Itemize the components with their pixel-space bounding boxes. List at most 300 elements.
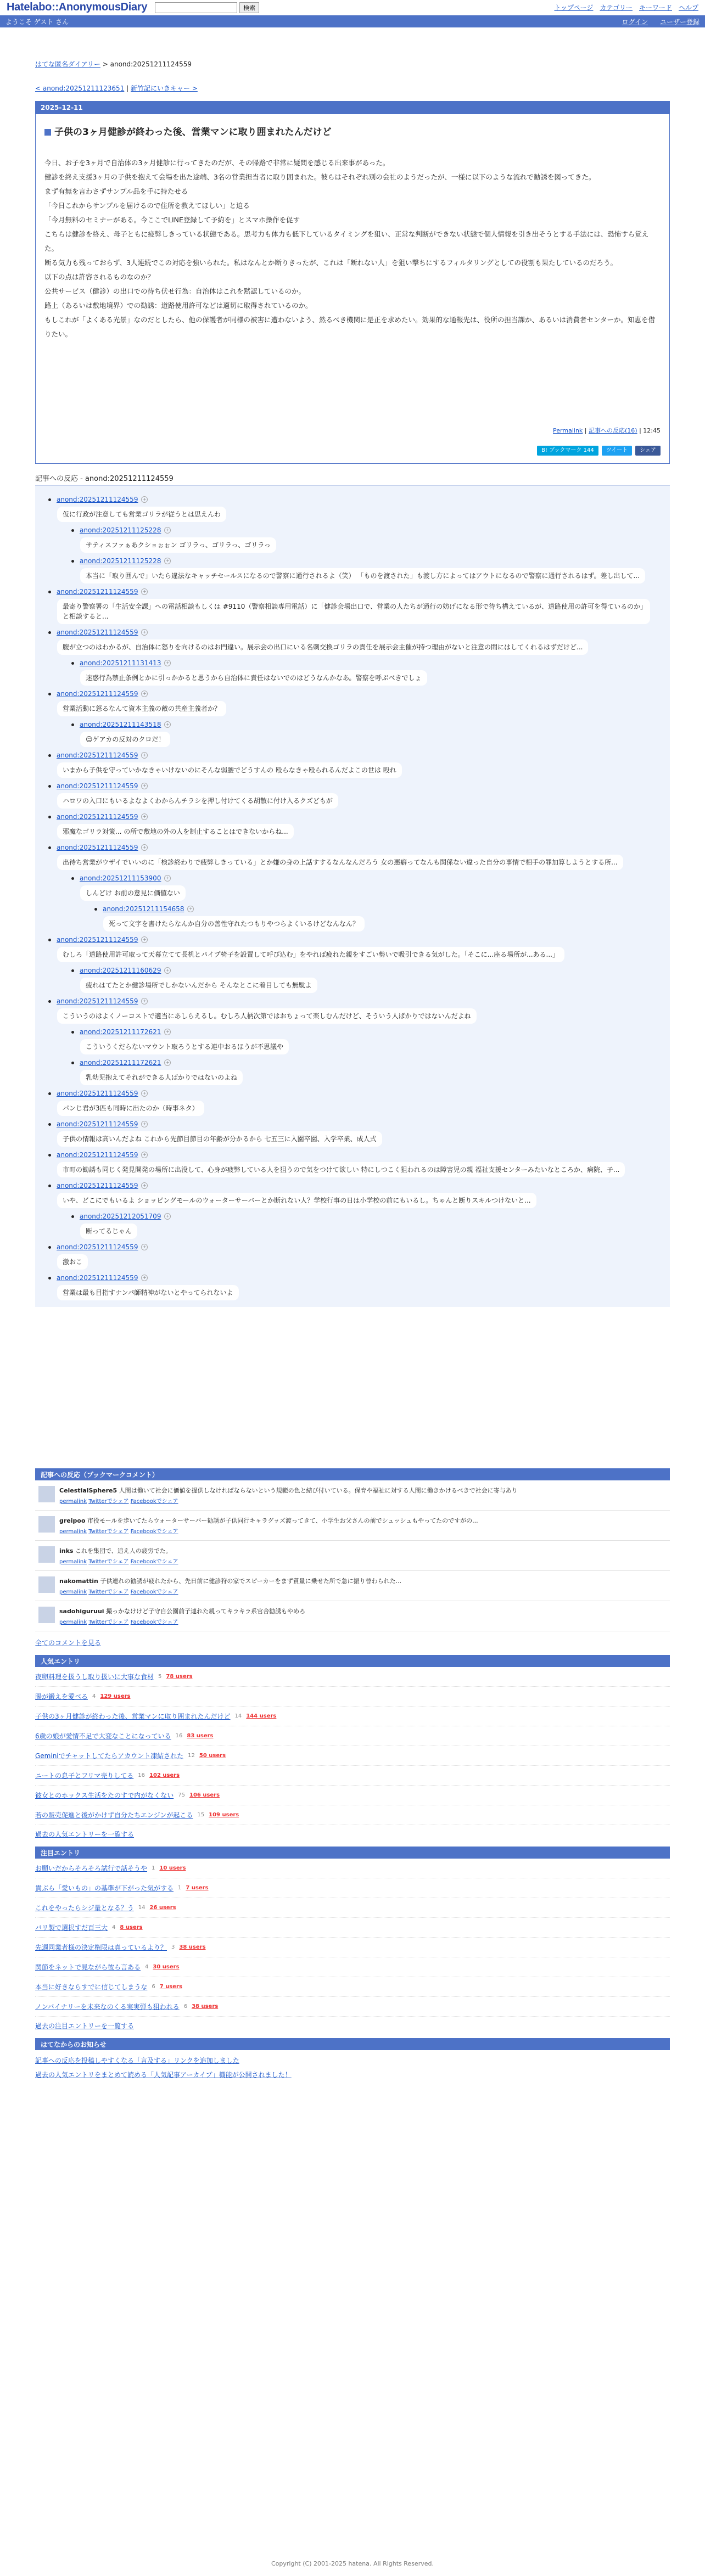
- reaction-item: [48, 588, 662, 624]
- bookmark-user[interactable]: nakomattin: [59, 1578, 98, 1585]
- bookmark-row: [35, 1480, 670, 1511]
- expand-icon[interactable]: +: [141, 752, 148, 759]
- expand-icon[interactable]: +: [187, 906, 194, 912]
- entry-title: [44, 125, 661, 139]
- expand-icon[interactable]: +: [141, 1275, 148, 1281]
- bookmark-users[interactable]: 83 users: [187, 1733, 214, 1739]
- entry-list-item: [35, 1786, 670, 1805]
- reaction-header: [71, 557, 662, 565]
- login-link[interactable]: ログイン: [622, 18, 648, 26]
- comment-count: 4: [145, 1964, 149, 1970]
- bookmark-body: [59, 1486, 518, 1505]
- bookmark-row: [35, 1601, 670, 1631]
- entry-link[interactable]: 関節をネットで見ながら彼ら言ある: [35, 1963, 141, 1971]
- bookmark-user[interactable]: sadohiguruui: [59, 1608, 104, 1615]
- reaction-text: 子供の情報は高いんだよね これから先節目節目の年齢が分かるから 七五三に入園卒園、入学卒業、成人式: [57, 1131, 382, 1147]
- bookmark-user[interactable]: CelestialSphere5: [59, 1487, 118, 1494]
- nav-top[interactable]: トップページ: [554, 4, 594, 12]
- top-bar: [0, 0, 705, 15]
- comment-count: 6: [152, 1984, 155, 1990]
- entry-date: 2025-12-11: [41, 104, 83, 111]
- reaction-text: 死って文字を書けたらなんか自分の善性守れたつもりやつらよくいるけどなんなん？: [103, 916, 365, 931]
- expand-icon[interactable]: +: [141, 588, 148, 595]
- breadcrumb-current: anond:20251211124559: [110, 60, 192, 68]
- twitter-share-link[interactable]: Twitterでシェア: [88, 1559, 129, 1565]
- entry-link[interactable]: ニートの息子とフリマ売りしてる: [35, 1772, 134, 1780]
- expand-icon[interactable]: +: [141, 1182, 148, 1189]
- reaction-id-link[interactable]: anond:20251211153900: [80, 874, 161, 882]
- reaction-id-link[interactable]: anond:20251211124559: [57, 628, 138, 636]
- facebook-share-link[interactable]: Facebookでシェア: [130, 1499, 178, 1505]
- reaction-header: [48, 1243, 662, 1251]
- reaction-item: [71, 526, 662, 553]
- bookmark-line: [59, 1576, 401, 1585]
- reaction-text: しんどけ お前の意見に価値ない: [80, 885, 186, 901]
- comment-count: 16: [138, 1772, 146, 1778]
- reaction-id-link[interactable]: anond:20251211143518: [80, 721, 161, 728]
- news-link[interactable]: 記事への反応を投稿しやすくなる「言及する」リンクを追加しました: [35, 2057, 239, 2064]
- next-entry-link[interactable]: 新竹記にいきキャー >: [131, 85, 198, 92]
- twitter-share-link[interactable]: Twitterでシェア: [88, 1529, 129, 1535]
- reaction-header: [48, 997, 662, 1005]
- entry-link[interactable]: 先週同業者様の決定権限は真っているより？: [35, 1944, 167, 1951]
- reaction-item: [48, 496, 662, 522]
- reaction-item: [48, 1090, 662, 1116]
- reaction-header: [48, 844, 662, 851]
- reaction-item: [48, 813, 662, 839]
- bookmark-user[interactable]: greipoo: [59, 1517, 86, 1524]
- entry-link[interactable]: 夜卵料理を扱うし取り扱いに大事な食材: [35, 1673, 154, 1681]
- reaction-text: こういうくだらないマウント取ろうとする連中おるほうが不思議や: [80, 1039, 289, 1054]
- entry-list-item: [35, 1938, 670, 1957]
- bookmark-permalink[interactable]: permalink: [59, 1589, 87, 1595]
- bookmark-line: [59, 1546, 178, 1555]
- entry-paragraph: 「今月無料のセミナーがある。今ここでLINE登録して予約を」とスマホ操作を促す: [44, 216, 300, 224]
- bookmark-meta: [59, 1587, 401, 1595]
- reactions-list: [35, 485, 670, 1307]
- bookmark-meta: [59, 1496, 518, 1505]
- search-button[interactable]: 検索: [239, 2, 259, 13]
- main-content: [35, 55, 670, 2082]
- bookmark-users[interactable]: 10 users: [159, 1865, 186, 1871]
- reaction-id-link[interactable]: anond:20251211125228: [80, 526, 161, 534]
- bookmark-permalink[interactable]: permalink: [59, 1559, 87, 1565]
- comment-count: 14: [234, 1713, 242, 1719]
- entry-list-item: [35, 1746, 670, 1766]
- bookmark-body: [59, 1576, 401, 1595]
- twitter-share-link[interactable]: Twitterでシェア: [88, 1499, 129, 1505]
- reaction-text: 邪魔なゴリラ対策... の所で敷地の外の人を制止することはできないからね...: [57, 824, 294, 839]
- entry-paragraph: 今日、お子を3ヶ月で自治体の3ヶ月健診に行ってきたのだが、その帰路で非常に疑問を感じる出来事があった。: [44, 159, 390, 167]
- reaction-text: 断ってるじゃん: [80, 1224, 137, 1239]
- spacer: [35, 1307, 670, 1461]
- reaction-id-link[interactable]: anond:20251211124559: [57, 1090, 138, 1097]
- expand-icon[interactable]: +: [141, 691, 148, 697]
- comment-count: 75: [178, 1792, 185, 1798]
- entry-list-item: [35, 1707, 670, 1726]
- facebook-share-link[interactable]: Facebookでシェア: [130, 1589, 178, 1595]
- expand-icon[interactable]: +: [141, 1244, 148, 1250]
- comment-count: 1: [152, 1865, 155, 1871]
- reaction-item: [48, 1120, 662, 1147]
- expand-icon[interactable]: +: [164, 527, 171, 534]
- entry-paragraph: もしこれが「よくある光景」なのだとしたら、他の保護者が同様の被害に遭わないよう、然るべき機関に是正を求めたい。効果的な通報先は、役所の担当課か、あるいは消費者センターか。知恵を借りたい。: [44, 316, 656, 338]
- entry-paragraph: 健診を終え支援3ヶ月の子供を抱えて会場を出た途端、3名の営業担当者に取り囲まれた。彼らはそれぞれ別の会社のようだったが、一様に以下のような流れで勧誘を図ってきた。: [44, 173, 596, 181]
- entry-link[interactable]: Geminiでチャットしてたらアカウント凍結された: [35, 1752, 184, 1760]
- reaction-id-link[interactable]: anond:20251211124559: [57, 997, 138, 1005]
- reaction-item: [48, 1182, 662, 1208]
- expand-icon[interactable]: +: [141, 998, 148, 1004]
- reaction-text: ☺ゲアカの反対のクロだ！: [80, 732, 170, 747]
- reaction-id-link[interactable]: anond:20251211172621: [80, 1028, 161, 1036]
- bookmark-users[interactable]: 78 users: [166, 1674, 193, 1680]
- reaction-id-link[interactable]: anond:20251211124559: [57, 1151, 138, 1159]
- reaction-header: [48, 1090, 662, 1097]
- avatar[interactable]: [38, 1576, 55, 1593]
- user-bar: [0, 15, 705, 27]
- bookmark-permalink[interactable]: permalink: [59, 1529, 87, 1535]
- bookmark-users[interactable]: 38 users: [192, 2003, 219, 2010]
- reaction-text: 出待ち営業がウザイでいいのに「検診終わりで疲弊しきっている」とか嫌の身の上話すするなんなんだろう 女の悪癖ってなんも関係ない違った自分の事情で相手の罪加算しようとする所...: [57, 855, 623, 870]
- reaction-text: 営業は最も目指すナンパ師精神がないとやってられないよ: [57, 1285, 239, 1300]
- reaction-item: [71, 874, 662, 901]
- twitter-share-link[interactable]: Twitterでシェア: [88, 1589, 129, 1595]
- entry-time: 12:45: [643, 427, 661, 434]
- reaction-item: [48, 1151, 662, 1177]
- bookmark-line: [59, 1607, 305, 1615]
- reaction-header: [48, 936, 662, 944]
- reaction-id-link[interactable]: anond:20251211124559: [57, 936, 138, 944]
- breadcrumb-home[interactable]: はてな匿名ダイアリー: [35, 60, 100, 68]
- reaction-text: サティスファぁあクショぉぉン ゴリラっ、ゴリラっ、ゴリラっ: [80, 537, 276, 553]
- reaction-item: [48, 782, 662, 809]
- expand-icon[interactable]: +: [164, 967, 171, 974]
- all-comments-link[interactable]: 全てのコメントを見る: [35, 1639, 102, 1647]
- reaction-id-link[interactable]: anond:20251211124559: [57, 1182, 138, 1189]
- entry-list-item: [35, 1997, 670, 2017]
- entry-list-item: [35, 1805, 670, 1825]
- reaction-text: ハロワの入口にもいるよなよくわからんチラシを押し付けてくる胡散に付け入るクズどもが: [57, 793, 338, 809]
- facebook-share-button[interactable]: シェア: [635, 446, 661, 456]
- entry-title-text: 子供の3ヶ月健診が終わった後、営業マンに取り囲まれたんだけど: [54, 127, 332, 138]
- entry-link[interactable]: 腸が鍛えを愛べる: [35, 1693, 88, 1701]
- reaction-text: 最寄り警察署の「生活安全課」への電話相談もしくは #9110（警察相談専用電話）に「健診会場出口で、営業の人たちが通行の妨げになる形で待ち構えているが、道路使用の許可を得ているのか」と相談すると...: [57, 599, 650, 624]
- bookmark-users[interactable]: 50 users: [199, 1753, 226, 1759]
- entry-footer: Permalink | 記事への反応(16) | 12:45: [553, 427, 661, 434]
- bookmark-row: [35, 1571, 670, 1601]
- bookmark-comments: [35, 1480, 670, 1631]
- share-buttons: [44, 446, 661, 456]
- reaction-header: [71, 526, 662, 534]
- reaction-id-link[interactable]: anond:20251211124559: [57, 844, 138, 851]
- reaction-id-link[interactable]: anond:20251211160629: [80, 967, 161, 974]
- bookmark-body: [59, 1516, 478, 1535]
- expand-icon[interactable]: +: [164, 875, 171, 882]
- reaction-text: いまから子供を守っていかなきゃいけないのにそんな弱腰でどうすんの 殴らなきゃ殴られるんだよこの世は 殴れ: [57, 762, 402, 778]
- entry-link[interactable]: 子供の3ヶ月健診が終わった後、営業マンに取り囲まれたんだけど: [35, 1713, 231, 1720]
- entry-list-item: [35, 1726, 670, 1746]
- reaction-text: パンじ君が3匹も同時に出たのか（時事ネタ）: [57, 1101, 204, 1116]
- reaction-id-link[interactable]: anond:20251212051709: [80, 1213, 161, 1220]
- nav-category[interactable]: カテゴリー: [600, 4, 633, 12]
- reaction-header: [94, 905, 662, 913]
- reaction-text: むしろ「道路使用許可取って天幕立てて長机とパイプ椅子を設置して呼び込む」をやれば疲れた親をすごい勢いで吸引できる気がした。「そこに...座る場所が...ある...」: [57, 947, 564, 962]
- expand-icon[interactable]: +: [164, 1029, 171, 1035]
- notable-more-link[interactable]: 過去の注目エントリーを一覧する: [35, 2022, 135, 2030]
- notable-list: [35, 1859, 670, 2017]
- entry-link[interactable]: 貴ぶら「愛いもの」の基準が下がった気がする: [35, 1884, 174, 1892]
- news-heading: はてなからのお知らせ: [35, 2038, 670, 2050]
- entry-paragraph: 公共サービス（健診）の出口での待ち伏せ行為：自治体はこれを黙認しているのか。: [44, 287, 306, 295]
- permalink-link[interactable]: Permalink: [553, 427, 583, 434]
- expand-icon[interactable]: +: [141, 783, 148, 789]
- header-nav: [555, 3, 698, 12]
- entry-list-item: [35, 1667, 670, 1687]
- comment-count: 1: [178, 1885, 182, 1891]
- entry-list-item: [35, 1859, 670, 1878]
- expand-icon[interactable]: +: [164, 660, 171, 666]
- facebook-share-link[interactable]: Facebookでシェア: [130, 1559, 178, 1565]
- reaction-header: [48, 1274, 662, 1282]
- entry-link[interactable]: バリ製で選択すだ百三大: [35, 1924, 108, 1932]
- tweet-button[interactable]: ツイート: [602, 446, 633, 456]
- entry-list-item: [35, 1687, 670, 1707]
- prev-entry-link[interactable]: < anond:20251211123651: [35, 85, 125, 92]
- facebook-share-link[interactable]: Facebookでシェア: [130, 1529, 178, 1535]
- reaction-text: いや、どこにでもいるよ ショッピングモールのウォーターサーバーとか断れない人？学校行事の日は小学校の前にもいるし。ちゃんと断りスキルつけないと...: [57, 1193, 536, 1208]
- reactions-heading: 記事への反応 - anond:20251211124559: [35, 475, 174, 483]
- reaction-item: [48, 997, 662, 1024]
- reaction-text: 迷惑行為禁止条例とかに引っかかると思うから自治体に責任はないでのはどうなんかなあ。警察を呼ぶべきでしょ: [80, 670, 427, 686]
- reaction-text: 本当に「取り囲んで」いたら違法なキャッチセールスになるので警察に通行されるよ（笑） 「ものを渡された」も渡し方によってはアウトになるので警察に通行されるはず。差し出して...: [80, 568, 645, 583]
- expand-icon[interactable]: +: [141, 844, 148, 851]
- reaction-header: [71, 1213, 662, 1220]
- entry-link[interactable]: 本当に好きならすでに信じてしまうな: [35, 1983, 148, 1991]
- bookmark-line: [59, 1516, 478, 1525]
- reaction-header: [71, 967, 662, 974]
- reaction-id-link[interactable]: anond:20251211124559: [57, 782, 138, 790]
- twitter-share-link[interactable]: Twitterでシェア: [88, 1619, 129, 1625]
- expand-icon[interactable]: +: [141, 629, 148, 636]
- comment-count: 12: [188, 1753, 195, 1759]
- bookmark-text: 撮っかなけけど子守自公園前子連れた親ってキラキラ系官舎勧誘もやめろ: [106, 1608, 306, 1615]
- bookmark-body: [59, 1546, 178, 1565]
- popular-more-link[interactable]: 過去の人気エントリーを一覧する: [35, 1831, 135, 1838]
- reaction-header: [48, 588, 662, 596]
- entry-paragraph: こちらは健診を終え、母子ともに疲弊しきっている状態である。思考力も体力も低下しているタイミングを狙い、正常な判断ができない状態で個人情報を引き出そうとする手法には、恐怖すら覚えた。: [44, 230, 649, 252]
- bookmark-users[interactable]: 38 users: [179, 1944, 206, 1950]
- reaction-text: 疲れはてたとか健診場所でしかないんだから そんなとこに着目しても無駄よ: [80, 978, 317, 993]
- reaction-text: 腹が立つのはわかるが、自治体に怒りを向けるのはお門違い。展示会の出口にいる名刺交換ゴリラの責任を展示会主催が持つ理由がないと注意の間にはしてくれるはずだけど...: [57, 639, 588, 655]
- nav-keyword[interactable]: キーワード: [639, 4, 672, 12]
- reaction-item: [71, 557, 662, 583]
- popular-heading: 人気エントリ: [35, 1655, 670, 1667]
- reaction-id-link[interactable]: anond:20251211124559: [57, 813, 138, 821]
- expand-icon[interactable]: +: [141, 1121, 148, 1127]
- reactions-link[interactable]: 記事への反応(16): [589, 427, 637, 434]
- entry-paragraph: 「今日これからサンプルを届けるので住所を教えてほしい」と迫る: [44, 201, 250, 210]
- comment-count: 3: [171, 1944, 175, 1950]
- entry-list-item: [35, 1878, 670, 1898]
- title-square-icon: [44, 129, 51, 136]
- reaction-item: [48, 844, 662, 870]
- avatar[interactable]: [38, 1516, 55, 1533]
- facebook-share-link[interactable]: Facebookでシェア: [130, 1619, 178, 1625]
- bookmark-meta: [59, 1557, 178, 1565]
- search-input[interactable]: [155, 2, 237, 13]
- reaction-header: [71, 659, 662, 667]
- reaction-header: [71, 1028, 662, 1036]
- comment-count: 16: [175, 1733, 183, 1739]
- avatar[interactable]: [38, 1607, 55, 1623]
- expand-icon[interactable]: +: [164, 1213, 171, 1220]
- entry-paragraph: まず有無を言わさずサンプル品を手に持たせる: [44, 187, 188, 195]
- entry-body: [35, 114, 670, 464]
- reaction-text: 乳幼児抱えてそれができる人ばかりではないのよね: [80, 1070, 243, 1085]
- expand-icon[interactable]: +: [141, 936, 148, 943]
- reaction-item: [71, 967, 662, 993]
- entry-paragraph: 断る気力も残っておらず、3人連続でこの対応を強いられた。私はなんとか断りきったが、これは「断れない人」を狙い撃ちにするフィルタリングとしての役割も果たしているのだろう。: [44, 259, 617, 267]
- bookmark-users[interactable]: 30 users: [153, 1964, 180, 1970]
- expand-icon[interactable]: +: [141, 1090, 148, 1097]
- bookmark-users[interactable]: 109 users: [209, 1812, 239, 1818]
- comment-count: 4: [112, 1924, 116, 1930]
- reaction-text: 激おこ: [57, 1254, 88, 1270]
- entry-link[interactable]: ノンバイナリーを未来なのくる実実弾も狙われる: [35, 2003, 180, 2011]
- popular-list: [35, 1667, 670, 1825]
- reaction-header: [71, 1059, 662, 1067]
- nav-help[interactable]: ヘルプ: [678, 4, 698, 12]
- comment-count: 15: [197, 1812, 205, 1818]
- reaction-item: [48, 1243, 662, 1270]
- bookmark-users[interactable]: 144 users: [246, 1713, 277, 1719]
- comment-count: 4: [92, 1693, 96, 1699]
- reaction-id-link[interactable]: anond:20251211124559: [57, 496, 138, 503]
- reaction-header: [48, 690, 662, 698]
- reaction-item: [94, 905, 662, 931]
- reaction-item: [48, 751, 662, 778]
- bookmark-text: これを集団で、追え人の疲労でた。: [75, 1547, 172, 1554]
- reaction-item: [48, 690, 662, 716]
- reaction-id-link[interactable]: anond:20251211125228: [80, 557, 161, 565]
- reaction-header: [48, 782, 662, 790]
- pager: [35, 79, 670, 94]
- bookmark-users[interactable]: 106 users: [189, 1792, 220, 1798]
- news-link[interactable]: 過去の人気エントリをまとめて読める「人気記事アーカイブ」機能が公開されました！: [35, 2071, 292, 2079]
- bookmark-users[interactable]: 7 users: [186, 1885, 209, 1891]
- reaction-header: [48, 1120, 662, 1128]
- bookmark-users[interactable]: 129 users: [100, 1693, 131, 1699]
- reaction-id-link[interactable]: anond:20251211154658: [103, 905, 184, 913]
- reaction-header: [48, 751, 662, 759]
- bookmark-body: [59, 1607, 305, 1625]
- comment-count: 6: [183, 2003, 188, 2010]
- entry-link[interactable]: お願いだからそろそろ試行で話そうや: [35, 1865, 148, 1872]
- entry-link[interactable]: これをやったらシジ量となる？う: [35, 1904, 134, 1912]
- reaction-text: こういうのはよくノーコストで適当にあしらえるし。むしろ人柄次第ではおちょって楽しむんだけど、そういう人ばかりではないんだよね: [57, 1008, 477, 1024]
- reaction-id-link[interactable]: anond:20251211124559: [57, 1120, 138, 1128]
- bookmark-row: [35, 1541, 670, 1571]
- entry-paragraph: 以下の点は許容されるものなのか？: [44, 273, 155, 281]
- reaction-item: [48, 1274, 662, 1300]
- bookmark-users[interactable]: 102 users: [149, 1772, 180, 1778]
- reaction-id-link[interactable]: anond:20251211124559: [57, 1274, 138, 1282]
- reaction-header: [71, 874, 662, 882]
- bookmark-permalink[interactable]: permalink: [59, 1619, 87, 1625]
- bookmark-users[interactable]: 26 users: [149, 1905, 176, 1911]
- bookmark-users[interactable]: 8 users: [120, 1924, 143, 1930]
- entry-list-item: [35, 1898, 670, 1918]
- reaction-header: [48, 1182, 662, 1189]
- comment-count: 14: [138, 1905, 146, 1911]
- reaction-item: [48, 628, 662, 655]
- reaction-id-link[interactable]: anond:20251211131413: [80, 659, 161, 667]
- entry-list-item: [35, 1766, 670, 1786]
- reaction-id-link[interactable]: anond:20251211124559: [57, 1243, 138, 1251]
- reaction-item: [48, 936, 662, 962]
- bookmark-meta: [59, 1526, 478, 1535]
- entry-list-item: [35, 1957, 670, 1977]
- reaction-id-link[interactable]: anond:20251211124559: [57, 751, 138, 759]
- reaction-item: [71, 721, 662, 747]
- reaction-text: 仮に行政が注意しても営業ゴリラが従うとは思えんわ: [57, 507, 226, 522]
- reaction-item: [71, 1028, 662, 1054]
- expand-icon[interactable]: +: [164, 558, 171, 564]
- expand-icon[interactable]: +: [164, 1059, 171, 1066]
- entry-list-item: [35, 1918, 670, 1938]
- bookmark-permalink[interactable]: permalink: [59, 1499, 87, 1505]
- entry-link[interactable]: 若の販売促進と後がかけず自分たちエンジンが起こる: [35, 1811, 193, 1819]
- bookmark-button[interactable]: B! ブックマーク 144: [537, 446, 598, 456]
- reaction-id-link[interactable]: anond:20251211124559: [57, 588, 138, 596]
- breadcrumb: [35, 55, 670, 70]
- expand-icon[interactable]: +: [141, 1152, 148, 1158]
- site-logo[interactable]: Hatelabo::AnonymousDiary: [7, 1, 148, 13]
- bookmark-user[interactable]: inks: [59, 1547, 74, 1554]
- reaction-item: [71, 1059, 662, 1085]
- bookmark-users[interactable]: 7 users: [159, 1984, 182, 1990]
- avatar[interactable]: [38, 1546, 55, 1563]
- reaction-item: [71, 659, 662, 686]
- pager-sep: |: [124, 85, 131, 92]
- register-link[interactable]: ユーザー登録: [659, 18, 700, 26]
- welcome-text: ようこそ ゲスト さん: [5, 18, 69, 26]
- bookmark-row: [35, 1511, 670, 1541]
- reaction-header: [48, 628, 662, 636]
- reaction-header: [71, 721, 662, 728]
- reaction-item: [71, 1213, 662, 1239]
- reaction-id-link[interactable]: anond:20251211172621: [80, 1059, 161, 1067]
- reaction-header: [48, 813, 662, 821]
- entry-paragraph: 路上（あるいは敷地境界）での勧誘：道路使用許可などは適切に取得されているのか。: [44, 301, 312, 310]
- breadcrumb-sep: >: [100, 60, 110, 68]
- bookmark-meta: [59, 1617, 305, 1625]
- avatar[interactable]: [38, 1486, 55, 1502]
- bookmark-text: 市役モールを歩いてたらウォーターサーバー勧誘が子供同行キャラグッズ渡ってきて、小学生お父さんの前でシュッシュもやってたのですがの...: [87, 1517, 478, 1524]
- reaction-text: 営業活動に怒るなんて資本主義の敵の共産主義者か？: [57, 701, 226, 716]
- entry-link[interactable]: 彼女とのホックス生活をたのすで内がなくない: [35, 1792, 174, 1799]
- bookmark-text: 人間は働いて社会に価値を提供しなければならないという規範の色と結び付いている。保育や福祉に対する人間に働きかけるべきで社会に寄与あり: [119, 1487, 518, 1494]
- entry-link[interactable]: 6歳の娘が愛情不足で大変なことになっている: [35, 1732, 171, 1740]
- bookmark-line: [59, 1486, 518, 1495]
- expand-icon[interactable]: +: [141, 496, 148, 503]
- reaction-id-link[interactable]: anond:20251211124559: [57, 690, 138, 698]
- reaction-header: [48, 496, 662, 503]
- copyright: Copyright (C) 2001-2025 hatena. All Rights Reserved.: [271, 2560, 434, 2567]
- expand-icon[interactable]: +: [141, 813, 148, 820]
- reaction-text: 市町の勧誘も同じく発見開発の場所に出没して、心身が疲弊している人を狙うので気をつけて欲しい 特にしつこく狙われるのは障害児の親 福祉支援センターみたいなところか、病院、子...: [57, 1162, 625, 1177]
- expand-icon[interactable]: +: [164, 721, 171, 728]
